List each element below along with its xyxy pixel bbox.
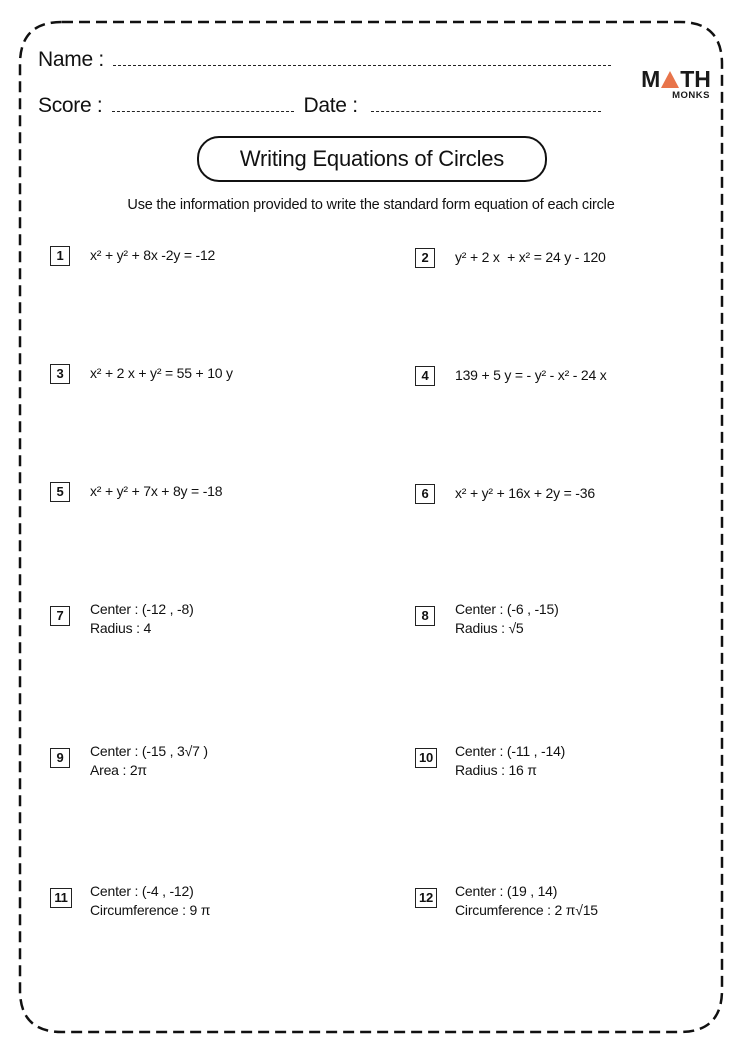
- problem-line-2: Radius : √5: [455, 620, 524, 636]
- problem-line-1: Center : (-12 , -8): [90, 601, 194, 617]
- problem-text: x² + y² + 7x + 8y = -18: [90, 483, 223, 499]
- math-monks-logo: [640, 68, 712, 101]
- problem-line-1: Center : (19 , 14): [455, 883, 558, 899]
- worksheet-title: Writing Equations of Circles: [197, 136, 547, 182]
- problem-line-1: Center : (-11 , -14): [455, 743, 566, 759]
- problem-number: 2: [415, 248, 435, 268]
- problem-number: 9: [50, 748, 70, 768]
- score-row: [38, 94, 601, 118]
- problem-line-2: Radius : 4: [90, 620, 152, 636]
- problem-text: y² + 2 x + x² = 24 y - 120: [455, 249, 606, 265]
- problem-number: 8: [415, 606, 435, 626]
- triangle-icon: [661, 71, 679, 88]
- logo-th: TH: [680, 66, 711, 92]
- problem-number: 1: [50, 246, 70, 266]
- problem-line-1: Center : (-6 , -15): [455, 601, 559, 617]
- logo-m: M: [641, 66, 661, 92]
- problem-number: 7: [50, 606, 70, 626]
- problem-line-1: Center : (-15 , 3√7 ): [90, 743, 208, 759]
- problem-number: 11: [50, 888, 72, 908]
- logo-monks: MONKS: [672, 90, 710, 101]
- problem-number: 5: [50, 482, 70, 502]
- problem-number: 6: [415, 484, 435, 504]
- problem-text: x² + y² + 8x -2y = -12: [90, 247, 216, 263]
- instructions: Use the information provided to write the standard form equation of each circle: [127, 197, 615, 213]
- date-field[interactable]: [371, 111, 601, 112]
- problem-line-2: Circumference : 9 π: [90, 902, 211, 918]
- score-field[interactable]: [112, 111, 294, 112]
- name-label: Name :: [38, 48, 104, 71]
- problem-number: 4: [415, 366, 435, 386]
- name-field[interactable]: [113, 65, 611, 66]
- problem-line-2: Radius : 16 π: [455, 762, 537, 778]
- problem-number: 3: [50, 364, 70, 384]
- problem-line-2: Area : 2π: [90, 762, 147, 778]
- problem-text: 139 + 5 y = - y² - x² - 24 x: [455, 367, 607, 383]
- score-label: Score :: [38, 94, 103, 117]
- problem-number: 10: [415, 748, 437, 768]
- problem-line-2: Circumference : 2 π√15: [455, 902, 598, 918]
- problem-text: x² + y² + 16x + 2y = -36: [455, 485, 595, 501]
- problem-number: 12: [415, 888, 437, 908]
- problem-line-1: Center : (-4 , -12): [90, 883, 194, 899]
- name-row: [38, 48, 611, 72]
- problem-text: x² + 2 x + y² = 55 + 10 y: [90, 365, 233, 381]
- date-label: Date :: [303, 94, 358, 117]
